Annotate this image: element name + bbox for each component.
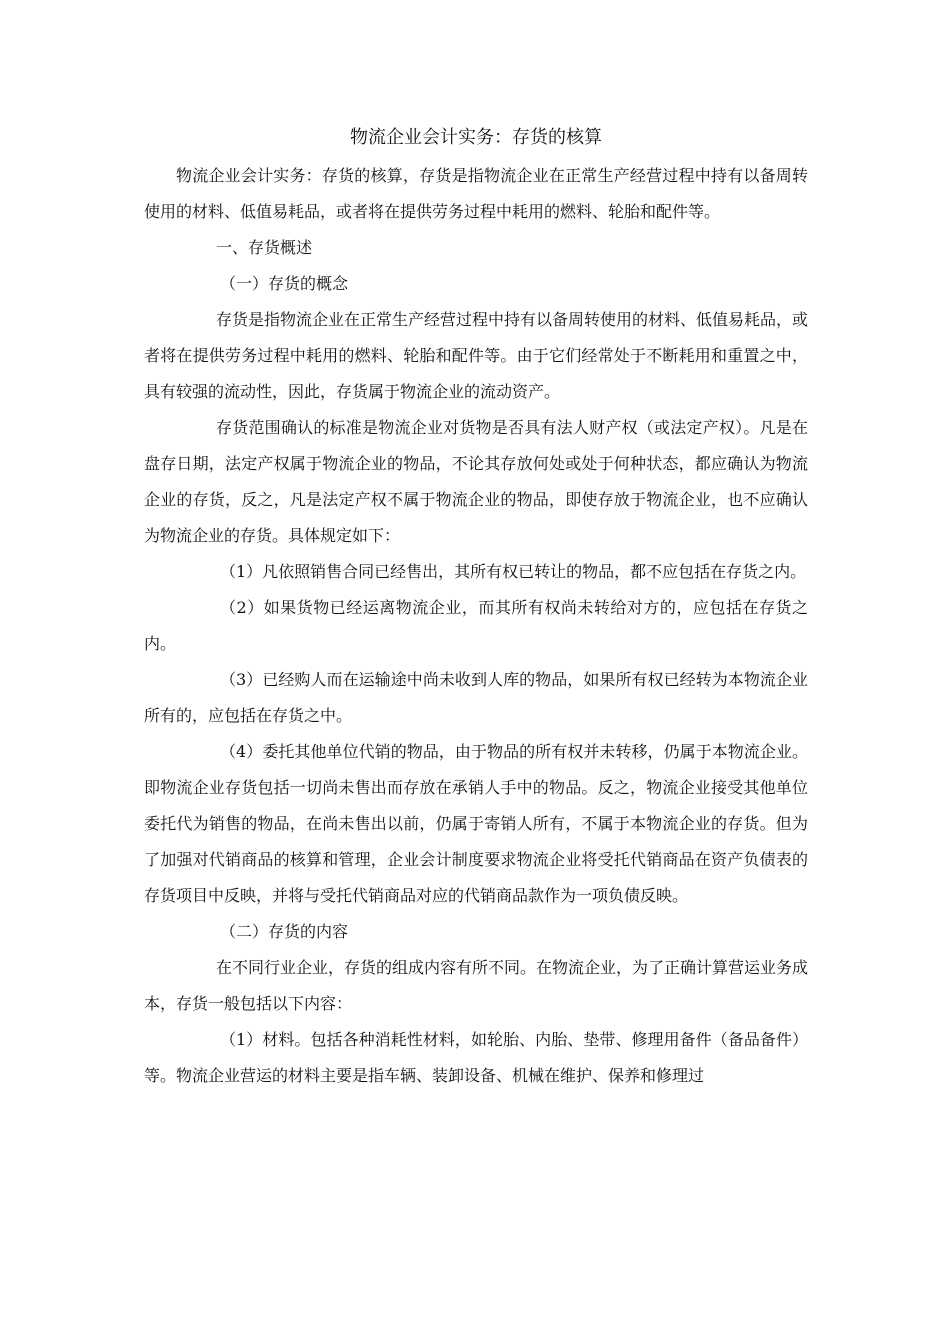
document-body (144, 120, 808, 1094)
paragraph-definition: 存货是指物流企业在正常生产经营过程中持有以备周转使用的材料、低值易耗品，或者将在提供劳务过程中耗用的燃料、轮胎和配件等。由于它们经常处于不断耗用和重置之中，具有较强的流动性，因此，存货属于物流企业的流动资产。 (144, 310, 809, 401)
paragraph-content-intro: 在不同行业企业，存货的组成内容有所不同。在物流企业，为了正确计算营运业务成本，存货一般包括以下内容： (144, 958, 809, 1013)
list-item-3: （3）已经购人而在运输途中尚未收到人库的物品，如果所有权已经转为本物流企业所有的，应包括在存货之中。 (144, 670, 808, 725)
list-item-4: （4）委托其他单位代销的物品，由于物品的所有权并未转移，仍属于本物流企业。即物流企业存货包括一切尚未售出而存放在承销人手中的物品。反之，物流企业接受其他单位委托代为销售的物品，在尚未售出以前，仍属于寄销人所有，不属于本物流企业的存货。但为了加强对代销商品的核算和管理，企业会计制度要求物流企业将受托代销商品在资产负债表的存货项目中反映，并将与受托代销商品对应的代销商品款作为一项负债反映。 (144, 742, 808, 905)
section-heading-overview: 一、存货概述 (216, 238, 313, 257)
list-item-materials: （1）材料。包括各种消耗性材料，如轮胎、内胎、垫带、修理用备件（备品备件）等。物流企业营运的材料主要是指车辆、装卸设备、机械在维护、保养和修理过 (144, 1030, 808, 1085)
subsection-heading-content: （二）存货的内容 (220, 922, 349, 941)
list-item-1: （1）凡依照销售合同已经售出，其所有权已转让的物品，都不应包括在存货之内。 (220, 562, 807, 581)
paragraph-scope: 存货范围确认的标准是物流企业对货物是否具有法人财产权（或法定产权）。凡是在盘存日期，法定产权属于物流企业的物品，不论其存放何处或处于何种状态，都应确认为物流企业的存货，反之，凡是法定产权不属于物流企业的物品，即使存放于物流企业，也不应确认为物流企业的存货。具体规定如下： (144, 418, 808, 545)
intro-paragraph: 物流企业会计实务：存货的核算，存货是指物流企业在正常生产经营过程中持有以备周转使用的材料、低值易耗品，或者将在提供劳务过程中耗用的燃料、轮胎和配件等。 (144, 166, 808, 221)
subsection-heading-concept: （一）存货的概念 (220, 274, 349, 293)
document-title: 物流企业会计实务：存货的核算 (350, 127, 602, 148)
list-item-2: （2）如果货物已经运离物流企业，而其所有权尚未转给对方的，应包括在存货之内。 (144, 598, 808, 653)
